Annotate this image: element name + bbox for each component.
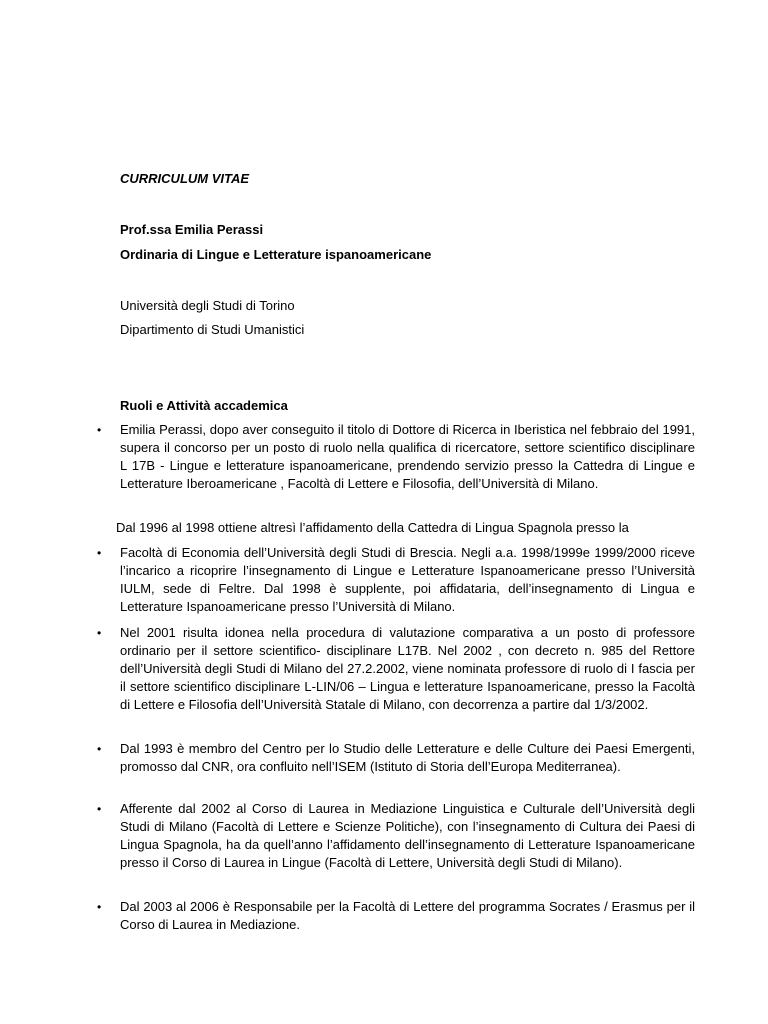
university-name: Università degli Studi di Torino — [120, 298, 295, 313]
paragraph-brescia-iulm: Facoltà di Economia dell’Università degli Studi di Brescia. Negli a.a. 1998/1999e 1999/2000 riceve l’incarico a ricoprire l’insegnamento di Lingue e Letterature Ispanoamericane presso l’Università IULM, sede di Feltre. Dal 1998 è supplente, poi affidataria, dell’insegnamento di Lingua e Letterature Ispanoamericane presso l’Università di Milano. — [120, 545, 695, 614]
department-name: Dipartimento di Studi Umanistici — [120, 322, 305, 337]
paragraph-brescia-intro: Dal 1996 al 1998 ottiene altresì l’affidamento della Cattedra di Lingua Spagnola presso la — [116, 520, 629, 535]
bullet-marker: • — [97, 546, 102, 560]
professor-name: Prof.ssa Emilia Perassi — [120, 222, 264, 237]
bullet-marker: • — [97, 742, 102, 756]
paragraph-full-professor: Nel 2001 risulta idonea nella procedura di valutazione comparativa a un posto di professore ordinario per il settore scientifico- disciplinare L17B. Nel 2002 , con decreto n. 985 del Rettore dell’Università degli Studi di Milano del 27.2.2002, viene nominata professore di ruolo di I fascia per il settore scientifico disciplinare L-LIN/06 – Lingua e letterature Ispanoamericane, presso la Facoltà di Lettere e Filosofia dell’Università Statale di Milano, con decorrenza a partire dal 1/3/2002. — [120, 625, 695, 712]
bullet-marker: • — [97, 802, 102, 816]
bullet-marker: • — [97, 626, 102, 640]
paragraph-career-start: Emilia Perassi, dopo aver conseguito il titolo di Dottore di Ricerca in Iberistica nel febbraio del 1991, supera il concorso per un posto di ruolo nella qualifica di ricercatore, settore scientifico disciplinare L 17B - Lingue e letterature ispanoamericane, prendendo servizio presso la Cattedra di Lingue e Letterature Iberoamericane , Facoltà di Lettere e Filosofia, dell’Università di Milano. — [120, 422, 695, 491]
professor-position: Ordinaria di Lingue e Letterature ispanoamericane — [120, 247, 432, 262]
section-heading: Ruoli e Attività accademica — [120, 398, 288, 413]
paragraph-mediazione-course: Afferente dal 2002 al Corso di Laurea in Mediazione Linguistica e Culturale dell’Università degli Studi di Milano (Facoltà di Lettere e Scienze Politiche), con l’insegnamento di Cultura dei Paesi di Lingua Spagnola, ha da quell’anno l’affidamento dell’insegnamento di Letterature Ispanoamericane presso il Corso di Laurea in Lingue (Facoltà di Lettere, Università degli Studi di Milano). — [120, 801, 695, 870]
doc-title: CURRICULUM VITAE — [120, 171, 250, 186]
bullet-marker: • — [97, 900, 102, 914]
bullet-marker: • — [97, 423, 102, 437]
paragraph-erasmus: Dal 2003 al 2006 è Responsabile per la Facoltà di Lettere del programma Socrates / Erasmus per il Corso di Laurea in Mediazione. — [120, 899, 695, 932]
paragraph-cnr-member: Dal 1993 è membro del Centro per lo Studio delle Letterature e delle Culture dei Paesi Emergenti, promosso dal CNR, ora confluito nell’ISEM (Istituto di Storia dell’Europa Mediterranea). — [120, 741, 695, 774]
